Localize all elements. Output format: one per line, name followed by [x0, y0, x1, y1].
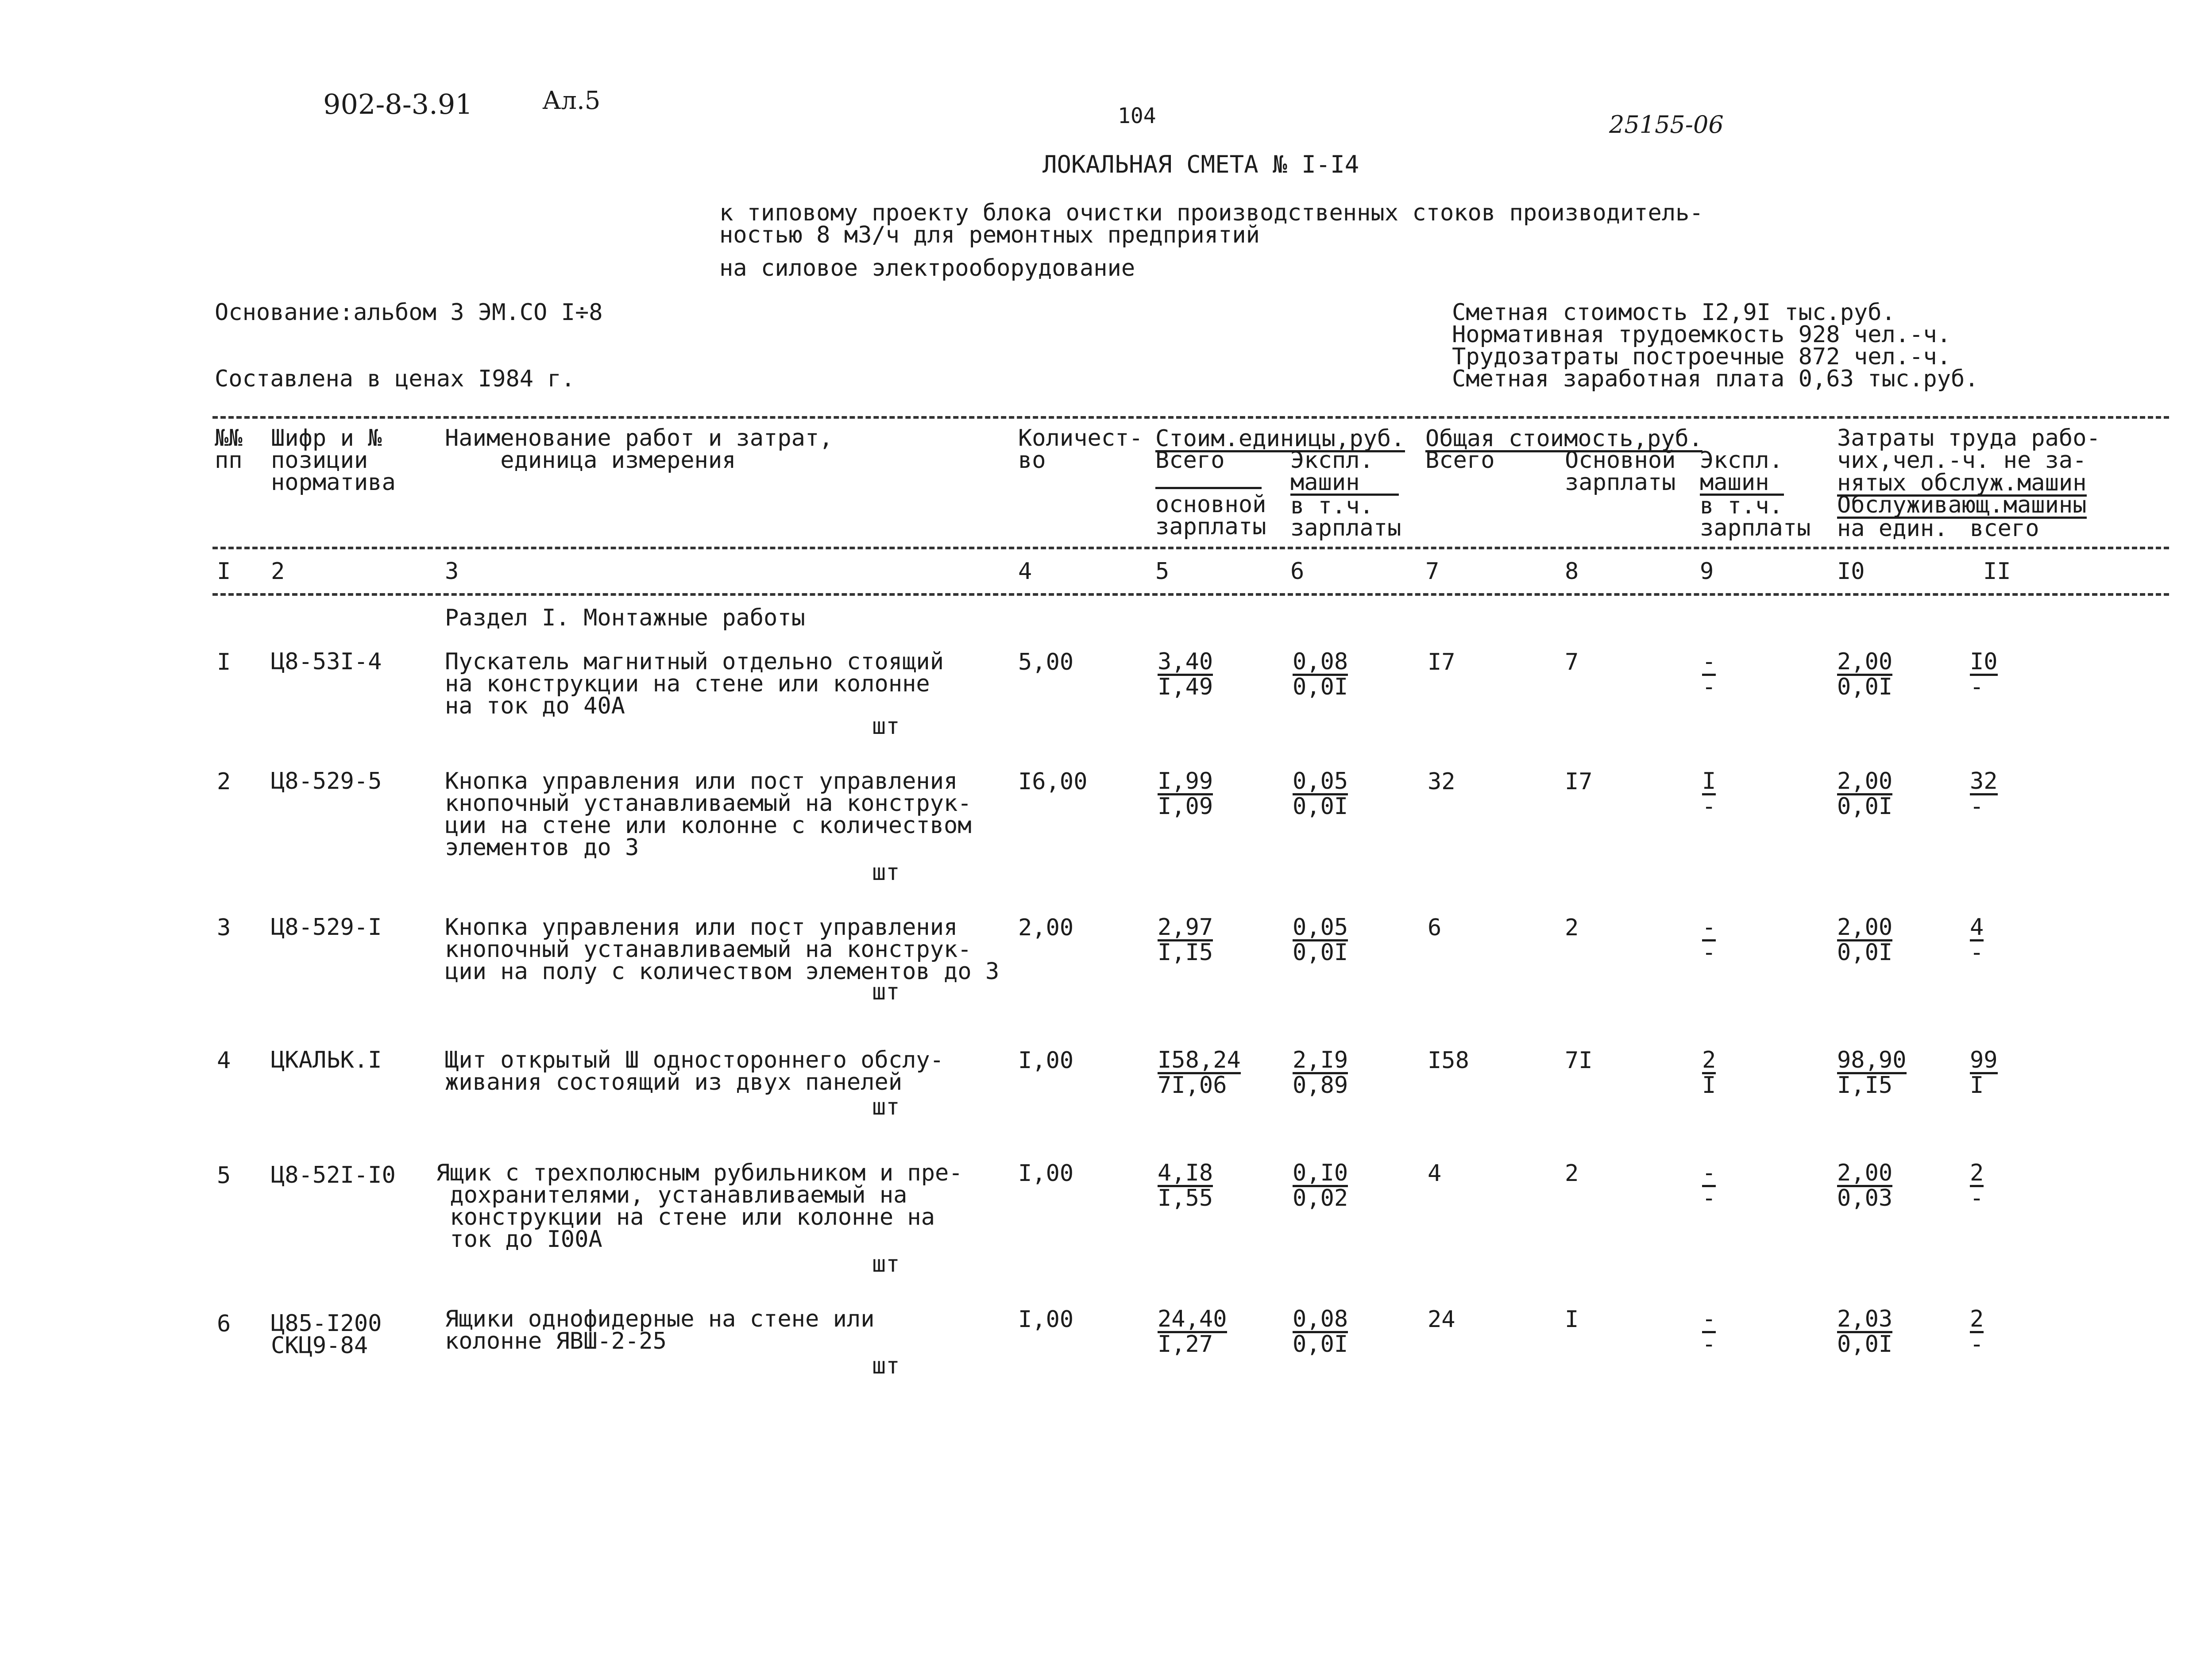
row-unit: шт — [872, 1094, 900, 1120]
col-number-6: 6 — [1290, 558, 1305, 585]
col-number-5: 5 — [1155, 558, 1170, 585]
page-number: 104 — [1118, 104, 1156, 128]
header-bottom-rule — [212, 547, 2169, 549]
header-col-3: Наименование работ и затрат, единица измерения — [445, 425, 833, 474]
header-col-5-divider — [1155, 487, 1262, 489]
row-quantity: I,00 — [1018, 1047, 1074, 1074]
row-total-machines: - - — [1702, 914, 1716, 966]
header-group-labor-line4: Обслуживающ.машины — [1837, 492, 2087, 518]
page-title: ЛОКАЛЬНАЯ СМЕТА № I-I4 — [1042, 150, 1359, 178]
row-total-cost: 24 — [1428, 1306, 1455, 1333]
header-col-1: №№ пп — [215, 425, 243, 474]
row-total-wages: I7 — [1565, 768, 1593, 795]
row-quantity: 5,00 — [1018, 649, 1074, 675]
row-unit-cost-machines: $\frac{0,05}{0,0I}$ — [1293, 914, 1348, 966]
row-labor-per-unit: $\frac{2,03}{0,0I}$ — [1837, 1306, 1893, 1358]
row-unit-cost-machines: $\frac{0,I0}{0,02}$ — [1293, 1160, 1348, 1211]
row-total-wages: 7 — [1565, 649, 1579, 675]
header-col-9-top: Экспл. машин — [1700, 447, 1783, 496]
summary-estimated-cost: Сметная стоимость I2,9I тыс.руб. — [1452, 299, 1895, 326]
row-number: 5 — [217, 1162, 231, 1189]
row-total-cost: I58 — [1428, 1047, 1469, 1074]
subtitle-line-3: на силовое электрооборудование — [719, 255, 1135, 282]
row-number: I — [217, 649, 231, 675]
row-total-wages: 7I — [1565, 1047, 1593, 1074]
row-labor-total: I0 - — [1970, 648, 1998, 700]
album-number: Ал.5 — [542, 86, 601, 115]
header-group-unit-cost: Стоим.единицы,руб. — [1155, 425, 1405, 452]
header-group-labor-line3: нятых обслуж.машин — [1837, 470, 2087, 496]
header-col-5-bottom: основной зарплаты — [1155, 491, 1266, 540]
row-unit-cost-machines: $\frac{0,08}{0,0I}$ — [1293, 1306, 1348, 1358]
header-col-2: Шифр и № позиции норматива — [271, 425, 396, 496]
row-unit-cost-machines: $\frac{2,I9}{0,89}$ — [1293, 1047, 1348, 1099]
row-labor-total: $\frac{99}{I}$ — [1970, 1047, 1998, 1099]
row-number: 2 — [217, 768, 231, 795]
registration-number: 25155-06 — [1609, 111, 1724, 139]
col-number-7: 7 — [1425, 558, 1440, 585]
row-total-cost: 32 — [1428, 768, 1455, 795]
row-quantity: 2,00 — [1018, 914, 1074, 941]
col-number-4: 4 — [1018, 558, 1032, 585]
row-name: Кнопка управления или пост управления кнопочный устанавливаемый на конструк- ции на стене или колонне с количеством элементов до 3 — [445, 768, 972, 861]
subtitle-line-1: к типовому проекту блока очистки производственных стоков производитель- — [719, 200, 1703, 226]
row-total-machines: - - — [1702, 1160, 1716, 1211]
row-unit: шт — [872, 979, 900, 1005]
column-numbers-rule — [212, 593, 2169, 596]
header-group-labor: Затраты труда рабо- чих,чел.-ч. не за- — [1837, 425, 2100, 474]
row-unit-cost-total: $\frac{4,I8}{I,55}$ — [1158, 1160, 1213, 1211]
row-labor-per-unit: $\frac{2,00}{0,0I}$ — [1837, 648, 1893, 700]
row-unit: шт — [872, 859, 900, 886]
header-col-7: Всего — [1425, 447, 1495, 474]
row-total-wages: I — [1565, 1306, 1579, 1333]
row-labor-total: 2 - — [1970, 1306, 1984, 1358]
col-number-10: I0 — [1837, 558, 1865, 585]
header-col-4: Количест- во — [1018, 425, 1143, 474]
col-number-1: I — [217, 558, 231, 585]
row-total-machines: - - — [1702, 1306, 1716, 1358]
row-quantity: I,00 — [1018, 1160, 1074, 1187]
row-labor-total: 4 - — [1970, 914, 1984, 966]
header-col-9-bottom: в т.ч. зарплаты — [1700, 493, 1811, 541]
col-number-8: 8 — [1565, 558, 1579, 585]
summary-labor-costs: Трудозатраты построечные 872 чел.-ч. — [1452, 343, 1951, 370]
row-number: 6 — [217, 1311, 231, 1337]
row-code: ЦКАЛЬК.I — [271, 1047, 382, 1073]
row-name: Ящик с трехполюсным рубильником и пре- дохранителями, устанавливаемый на конструкции на стене или колонне на ток до I00А — [436, 1160, 963, 1253]
row-code: Ц8-53I-4 — [271, 648, 382, 675]
row-unit-cost-machines: $\frac{0,08}{0,0I}$ — [1293, 648, 1348, 700]
row-code: Ц85-I200 СКЦ9-84 — [271, 1310, 382, 1359]
row-total-cost: 4 — [1428, 1160, 1442, 1187]
row-labor-per-unit: $\frac{2,00}{0,03}$ — [1837, 1160, 1893, 1211]
summary-wages: Сметная заработная плата 0,63 тыс.руб. — [1452, 366, 1979, 392]
header-group-total-cost: Общая стоимость,руб. — [1425, 425, 1703, 452]
row-unit-cost-total: $\frac{24,40}{I,27}$ — [1158, 1306, 1227, 1358]
row-labor-per-unit: $\frac{2,00}{0,0I}$ — [1837, 914, 1893, 966]
row-unit: шт — [872, 1251, 900, 1277]
row-name: Пускатель магнитный отдельно стоящий на конструкции на стене или колонне на ток до 40А — [445, 648, 944, 719]
row-total-wages: 2 — [1565, 1160, 1579, 1187]
row-total-cost: 6 — [1428, 914, 1442, 941]
row-number: 3 — [217, 914, 231, 941]
row-quantity: I,00 — [1018, 1306, 1074, 1333]
row-unit-cost-machines: $\frac{0,05}{0,0I}$ — [1293, 768, 1348, 820]
row-name: Ящики однофидерные на стене или колонне ЯВШ-2-25 — [445, 1306, 875, 1354]
row-quantity: I6,00 — [1018, 768, 1088, 795]
col-number-11: II — [1983, 558, 2011, 585]
document-code: 902-8-3.91 — [323, 88, 473, 120]
row-unit-cost-total: $\frac{I,99}{I,09}$ — [1158, 768, 1213, 820]
section-title: Раздел I. Монтажные работы — [445, 605, 805, 631]
header-col-11: всего — [1970, 515, 2039, 542]
table-top-rule — [212, 416, 2169, 419]
prices-text: Составлена в ценах I984 г. — [215, 366, 575, 392]
row-code: Ц8-52I-I0 — [271, 1162, 396, 1188]
row-unit-cost-total: $\frac{I58,24}{7I,06}$ — [1158, 1047, 1241, 1099]
row-labor-per-unit: $\frac{98,90}{I,I5}$ — [1837, 1047, 1907, 1099]
col-number-9: 9 — [1700, 558, 1714, 585]
row-code: Ц8-529-I — [271, 914, 382, 941]
basis-text: Основание:альбом 3 ЭМ.СО I÷8 — [215, 299, 603, 326]
row-unit-cost-total: $\frac{2,97}{I,I5}$ — [1158, 914, 1213, 966]
row-name: Кнопка управления или пост управления кнопочный устанавливаемый на конструк- ции на полу с количеством элементов до 3 — [445, 914, 1000, 985]
row-labor-per-unit: $\frac{2,00}{0,0I}$ — [1837, 768, 1893, 820]
header-col-5-top: Всего — [1155, 447, 1225, 474]
row-total-wages: 2 — [1565, 914, 1579, 941]
header-col-8: Основной зарплаты — [1565, 447, 1676, 496]
row-total-machines: I - — [1702, 768, 1716, 820]
row-labor-total: 2 - — [1970, 1160, 1984, 1211]
row-labor-total: 32 - — [1970, 768, 1998, 820]
row-unit: шт — [872, 713, 900, 740]
row-number: 4 — [217, 1047, 231, 1074]
row-unit-cost-total: $\frac{3,40}{I,49}$ — [1158, 648, 1213, 700]
col-number-3: 3 — [445, 558, 459, 585]
header-col-6-top: Экспл. машин — [1290, 447, 1374, 496]
row-code: Ц8-529-5 — [271, 768, 382, 795]
col-number-2: 2 — [271, 558, 285, 585]
row-name: Щит открытый Ш одностороннего обслу- живания состоящий из двух панелей — [445, 1047, 944, 1096]
row-total-machines: - - — [1702, 648, 1716, 700]
subtitle-line-2: ностью 8 м3/ч для ремонтных предприятий — [719, 222, 1260, 248]
row-total-machines: $\frac{2}{I}$ — [1702, 1047, 1716, 1099]
row-total-cost: I7 — [1428, 649, 1455, 675]
row-unit: шт — [872, 1353, 900, 1379]
header-col-6-bottom: в т.ч. зарплаты — [1290, 493, 1401, 541]
summary-labor-intensity: Нормативная трудоемкость 928 чел.-ч. — [1452, 321, 1951, 348]
header-col-10: на един. — [1837, 515, 1948, 542]
